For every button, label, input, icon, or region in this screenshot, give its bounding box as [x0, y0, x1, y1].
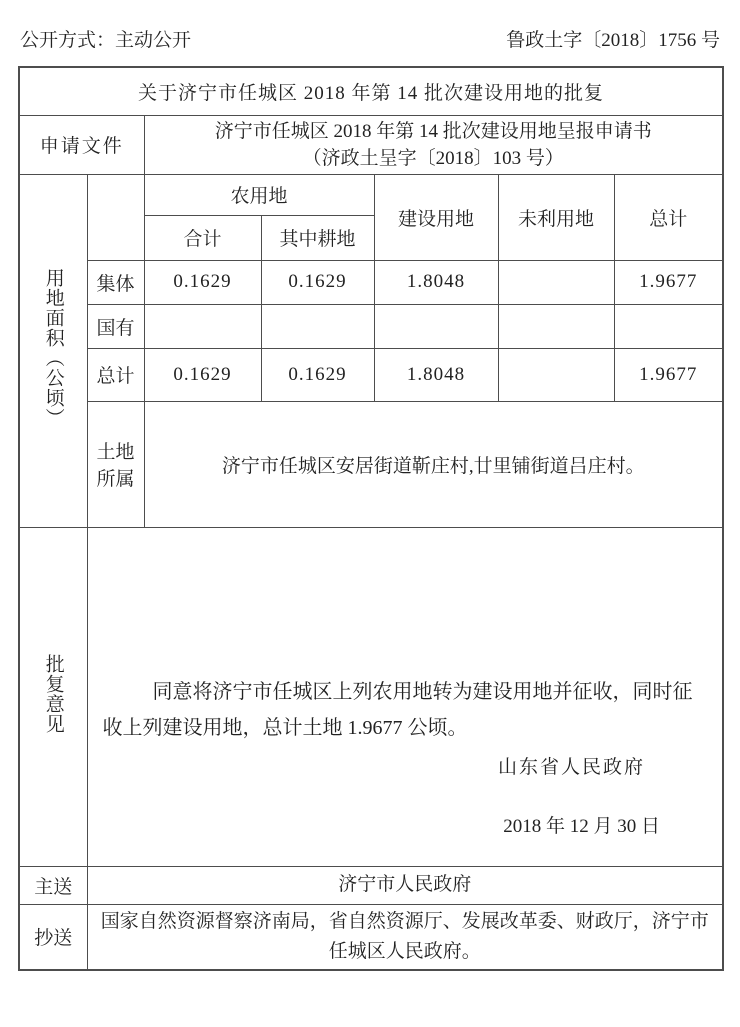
- header-total: 总计: [614, 174, 723, 260]
- area-cell: [374, 304, 498, 348]
- application-file-content: [144, 115, 723, 174]
- approval-opinion-row: [19, 527, 723, 866]
- main-recipient-label: 主送: [19, 866, 87, 904]
- disclosure-method: 公开方式：主动公开: [20, 30, 192, 51]
- main-recipient-value: 济宁市人民政府: [87, 866, 723, 904]
- header-cultivated: 其中耕地: [261, 215, 374, 260]
- application-file-label: 申请文件: [19, 115, 144, 174]
- application-file-line2: （济政土呈字〔2018〕103 号）: [302, 147, 564, 169]
- area-cell: 0.1629: [144, 348, 261, 401]
- document-title: 关于济宁市任城区 2018 年第 14 批次建设用地的批复: [19, 67, 723, 115]
- header-agricultural: 农用地: [144, 174, 374, 215]
- approval-opinion-content: [87, 527, 723, 866]
- approval-opinion-label: 批复意见: [42, 653, 64, 734]
- area-cell: [144, 304, 261, 348]
- area-cell: 0.1629: [261, 348, 374, 401]
- approval-document-table: [18, 66, 724, 971]
- area-cell: 1.8048: [374, 348, 498, 401]
- area-cell: [614, 304, 723, 348]
- approval-signer: 山东省人民政府: [498, 756, 646, 778]
- area-row-collective: [19, 260, 723, 304]
- land-area-label-cell: [19, 174, 87, 527]
- header-unused: 未利用地: [498, 174, 614, 260]
- area-cell: 1.9677: [614, 348, 723, 401]
- main-recipient-row: [19, 866, 723, 904]
- row-label-total: 总计: [87, 348, 144, 401]
- area-row-state-owned: [19, 304, 723, 348]
- header-spacer-cell: [87, 174, 144, 260]
- row-label-state-owned: 国有: [87, 304, 144, 348]
- approval-body: 同意将济宁市任城区上列农用地转为建设用地并征收，同时征收上列建设用地，总计土地 1.9677 公顷。: [102, 681, 693, 739]
- approval-opinion-label-cell: [19, 527, 87, 866]
- application-file-line1: 济宁市任城区 2018 年第 14 批次建设用地呈报申请书: [214, 120, 652, 142]
- area-header-row-1: [19, 174, 723, 215]
- land-belong-row: [19, 401, 723, 527]
- approval-date: 2018 年 12 月 30 日: [503, 815, 661, 837]
- area-cell: [498, 348, 614, 401]
- row-label-collective: 集体: [87, 260, 144, 304]
- header-subtotal: 合计: [144, 215, 261, 260]
- area-cell: [261, 304, 374, 348]
- document-number: 鲁政土字〔2018〕1756 号: [506, 30, 720, 51]
- area-cell: 1.9677: [614, 260, 723, 304]
- land-area-label: 用地面积（公顷）: [42, 267, 64, 428]
- cc-recipient-row: [19, 904, 723, 970]
- area-cell: 0.1629: [261, 260, 374, 304]
- cc-recipient-value: 国家自然资源督察济南局，省自然资源厅、发展改革委、财政厅，济宁市任城区人民政府。: [87, 904, 723, 970]
- page-header: [0, 0, 740, 52]
- area-cell: [498, 304, 614, 348]
- area-cell: 0.1629: [144, 260, 261, 304]
- cc-recipient-label: 抄送: [19, 904, 87, 970]
- land-belong-label: 土地所属: [87, 401, 144, 527]
- land-belong-value: 济宁市任城区安居街道靳庄村,廿里铺街道吕庄村。: [144, 401, 723, 527]
- area-row-total: [19, 348, 723, 401]
- area-cell: 1.8048: [374, 260, 498, 304]
- area-cell: [498, 260, 614, 304]
- header-construction: 建设用地: [374, 174, 498, 260]
- application-row: [19, 115, 723, 174]
- title-row: [19, 67, 723, 115]
